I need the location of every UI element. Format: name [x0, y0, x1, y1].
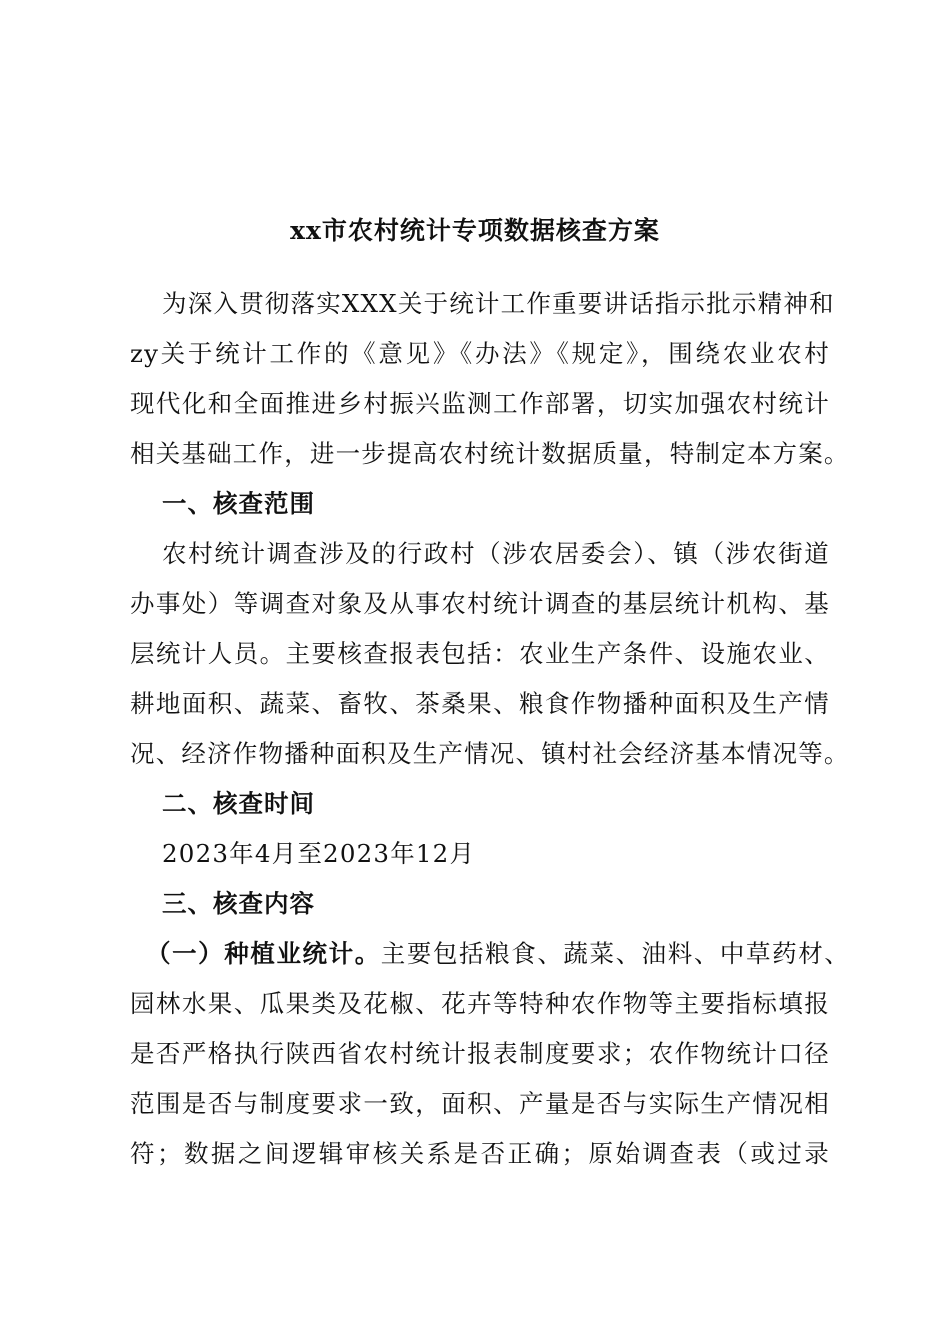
intro-line-2: zy关于统计工作的《意见》《办法》《规定》，围绕农业农村	[130, 339, 830, 368]
intro-line-1: 为深入贯彻落实XXX关于统计工作重要讲话指示批示精神和	[162, 289, 835, 318]
content-item1-first-line-text: 主要包括粮食、蔬菜、油料、中草药材、	[380, 939, 850, 968]
scope-line-2: 办事处）等调查对象及从事农村统计调查的基层统计机构、基	[130, 589, 830, 618]
scope-line-1: 农村统计调查涉及的行政村（涉农居委会）、镇（涉农街道	[162, 539, 830, 568]
content-item1-line-2: 园林水果、瓜果类及花椒、花卉等特种农作物等主要指标填报	[130, 989, 830, 1018]
content-item1-line-1	[146, 936, 850, 972]
section-heading-scope: 一、核查范围	[162, 489, 315, 518]
section-heading-time: 二、核查时间	[162, 789, 315, 818]
content-item1-line-5: 符；数据之间逻辑审核关系是否正确；原始调查表（或过录	[130, 1139, 830, 1168]
content-item1-label: （一）种植业统计。	[146, 939, 381, 968]
section-heading-content: 三、核查内容	[162, 889, 315, 918]
content-item1-line-4: 范围是否与制度要求一致，面积、产量是否与实际生产情况相	[130, 1089, 830, 1118]
document-title: xx市农村统计专项数据核查方案	[290, 216, 660, 245]
time-range-text: 2023年4月至2023年12月	[162, 839, 476, 868]
content-item1-line-3: 是否严格执行陕西省农村统计报表制度要求；农作物统计口径	[130, 1039, 830, 1068]
scope-line-5: 况、经济作物播种面积及生产情况、镇村社会经济基本情况等。	[130, 739, 850, 768]
scope-line-4: 耕地面积、蔬菜、畜牧、茶桑果、粮食作物播种面积及生产情	[130, 689, 830, 718]
scope-line-3: 层统计人员。主要核查报表包括：农业生产条件、设施农业、	[130, 639, 830, 668]
intro-line-4: 相关基础工作，进一步提高农村统计数据质量，特制定本方案。	[130, 439, 850, 468]
intro-line-3: 现代化和全面推进乡村振兴监测工作部署，切实加强农村统计	[130, 389, 830, 418]
